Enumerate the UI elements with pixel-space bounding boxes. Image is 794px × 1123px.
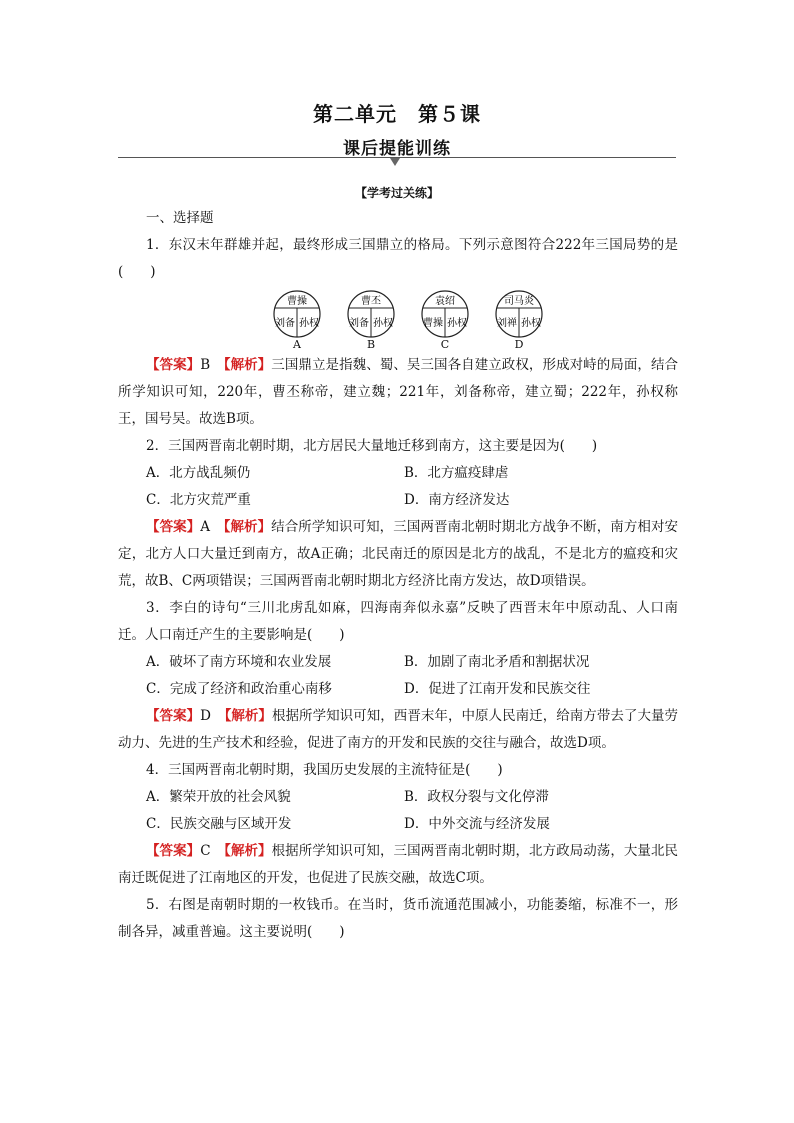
figure-d-right: 孙权: [521, 318, 541, 329]
divider-arrow-icon: [390, 158, 400, 166]
figure-d-left: 刘禅: [497, 318, 517, 329]
answer-label: 【答案】: [146, 843, 201, 859]
answer-label: 【答案】: [146, 519, 201, 535]
analysis-text: 根据所学知识可知，西晋末年，中原人民南迁，给南方带去了大量劳动力、先进的生产技术和经验，促进了南方的开发和民族的交往与融合，故选D项。: [118, 708, 679, 751]
figure-c-left: 曹操: [423, 318, 443, 329]
option-b: B．政权分裂与文化停滞: [404, 789, 549, 805]
question-1-stem: 1．东汉末年群雄并起，最终形成三国鼎立的格局。下列示意图符合222年三国局势的是( ): [118, 237, 678, 280]
question-2-options-row-1: [118, 460, 678, 487]
option-d: D．中外交流与经济发展: [404, 816, 550, 832]
figure-a-label: A: [293, 338, 301, 351]
figure-b-top: 曹丕: [361, 296, 381, 307]
analysis-text: 结合所学知识可知，三国两晋南北朝时期北方战争不断，南方相对安定，北方人口大量迁到南方，故A正确；北民南迁的原因是北方的战乱，不是北方的瘟疫和灾荒，故B、C两项错误；三国两晋南北朝时期北方经济比南方发达，故D项错误。: [118, 519, 679, 589]
answer-value: B: [200, 357, 224, 373]
analysis-label: 【解析】: [224, 843, 272, 859]
option-a: A．破坏了南方环境和农业发展: [146, 654, 332, 670]
question-3-answer: [118, 703, 678, 757]
question-2-options-row-2: [118, 487, 678, 514]
figure-d-label: D: [514, 338, 524, 351]
analysis-text: 根据所学知识可知，三国两晋南北朝时期，北方政局动荡，大量北民南迁既促进了江南地区的开发，也促进了民族交融，故选C项。: [118, 843, 679, 886]
question-2-stem: 2．三国两晋南北朝时期，北方居民大量地迁移到南方，这主要是因为( ): [146, 438, 598, 454]
question-3-stem: 3．李白的诗句“三川北虏乱如麻，四海南奔似永嘉”反映了西晋末年中原动乱、人口南迁。人口南迁产生的主要影响是( ): [118, 600, 678, 643]
figure-d-top: 司马炎: [504, 296, 534, 307]
figure-a-right: 孙权: [299, 318, 319, 329]
page-subtitle: 课后提能训练: [343, 139, 451, 159]
figure-a-left: 刘备: [275, 318, 295, 329]
question-4-options-row-1: [118, 784, 678, 811]
option-c: C．民族交融与区域开发: [146, 816, 292, 832]
figure-option-c: [410, 290, 480, 352]
page-title: 第二单元 第５课: [313, 102, 481, 126]
question-3-options-row-2: [118, 676, 678, 703]
question-5-stem: 5．右图是南朝时期的一枚钱币。在当时，货币流通范围减小，功能萎缩，标准不一，形制各异，减重普遍。这主要说明( ): [118, 897, 678, 940]
option-b: B．加剧了南北矛盾和割据状况: [404, 654, 590, 670]
figure-option-b: [336, 290, 406, 352]
question-1-answer: [118, 352, 678, 433]
figure-b-label: B: [366, 338, 376, 351]
figure-option-d: [484, 290, 554, 352]
part-title: 一、选择题: [146, 210, 214, 226]
answer-label: 【答案】: [146, 357, 201, 373]
answer-value: D: [200, 708, 225, 724]
analysis-text: 三国鼎立是指魏、蜀、吴三国各自建立政权，形成对峙的局面，结合所学知识可知，220年，曹丕称帝，建立魏；221年，刘备称帝，建立蜀；222年，孙权称王，国号吴。故选B项。: [118, 357, 679, 427]
option-c: C．完成了经济和政治重心南移: [146, 681, 332, 697]
question-4-answer: [118, 838, 678, 892]
option-d: D．促进了江南开发和民族交往: [404, 681, 591, 697]
question-4-options-row-2: [118, 811, 678, 838]
answer-label: 【答案】: [146, 708, 201, 724]
question-1-figures: [138, 286, 678, 352]
option-c: C．北方灾荒严重: [146, 492, 251, 508]
analysis-label: 【解析】: [223, 357, 272, 373]
question-2-answer: [118, 514, 678, 595]
figure-c-right: 孙权: [447, 318, 467, 329]
figure-b-left: 刘备: [349, 318, 369, 329]
question-list: [118, 205, 678, 946]
section-title: 【学考过关练】: [354, 186, 439, 200]
question-4-stem: 4．三国两晋南北朝时期，我国历史发展的主流特征是( ): [146, 762, 503, 778]
figure-c-top: 袁绍: [435, 296, 455, 307]
option-a: A．繁荣开放的社会风貌: [146, 789, 291, 805]
analysis-label: 【解析】: [223, 519, 272, 535]
figure-a-top: 曹操: [287, 296, 307, 307]
option-b: B．北方瘟疫肆虐: [404, 465, 509, 481]
option-d: D．南方经济发达: [404, 492, 510, 508]
analysis-label: 【解析】: [224, 708, 272, 724]
answer-value: C: [200, 843, 225, 859]
figure-c-label: C: [440, 338, 450, 351]
question-3-options-row-1: [118, 649, 678, 676]
option-a: A．北方战乱频仍: [146, 465, 251, 481]
figure-option-a: [262, 290, 332, 352]
answer-value: A: [200, 519, 224, 535]
figure-b-right: 孙权: [373, 318, 393, 329]
